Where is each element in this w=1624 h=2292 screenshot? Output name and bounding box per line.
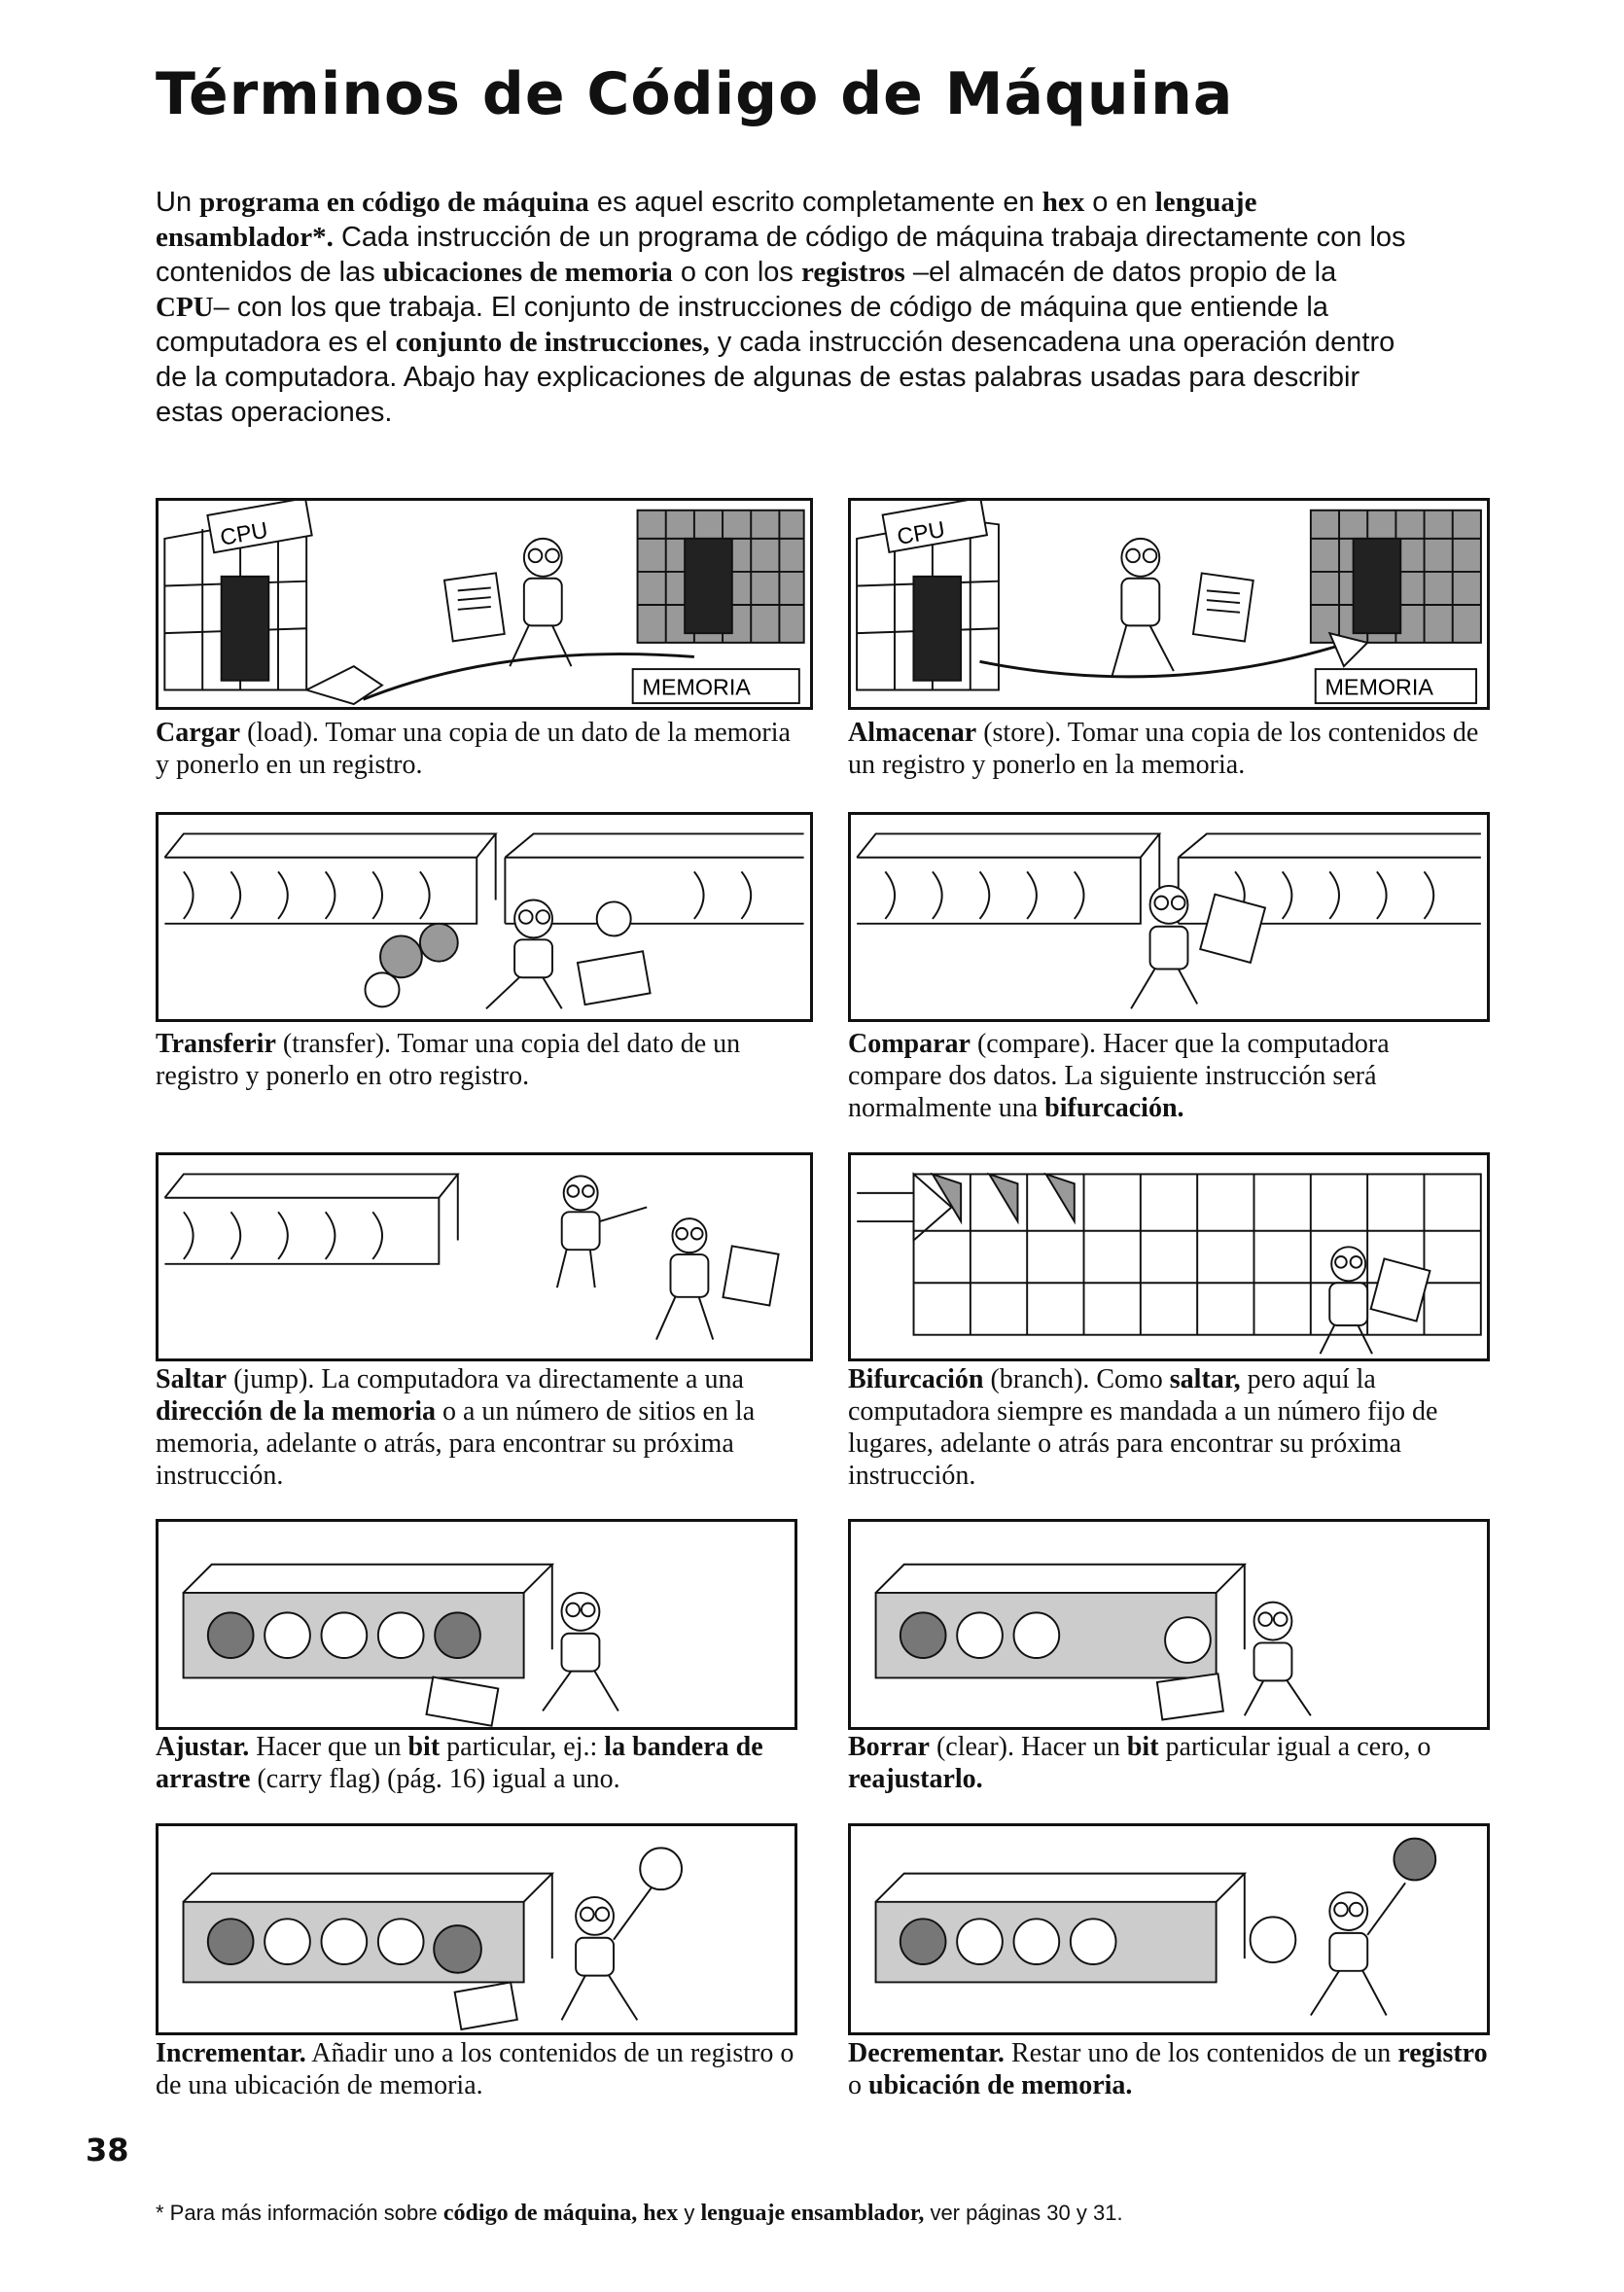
intro-paragraph xyxy=(156,185,1410,430)
illustration-transferir xyxy=(156,812,813,1022)
bold-term: Cargar xyxy=(156,718,241,748)
bold-term: Transferir xyxy=(156,1029,276,1059)
caption-cargar xyxy=(156,717,797,781)
bold-term: CPU xyxy=(156,292,214,323)
caption-bifurcacion xyxy=(848,1363,1490,1492)
text-run: y xyxy=(678,2201,701,2225)
bifurcacion-drawing xyxy=(851,1155,1487,1358)
transferir-drawing xyxy=(159,815,810,1019)
caption-decrementar xyxy=(848,2037,1490,2101)
text-run: particular igual a cero, o xyxy=(1158,1732,1431,1762)
text-run: o en xyxy=(1084,187,1155,218)
almacenar-drawing xyxy=(851,501,1487,707)
bold-term: bit xyxy=(1126,1732,1159,1762)
text-run: (transfer). Tomar una copia del dato de un registro y ponerlo en otro registro. xyxy=(156,1029,741,1091)
text-run: –el almacén de datos propio de la xyxy=(904,257,1337,288)
bold-term: reajustarlo. xyxy=(848,1764,983,1794)
text-run: o xyxy=(848,2070,868,2100)
illustration-bifurcacion xyxy=(848,1152,1490,1361)
bold-term: Incrementar. xyxy=(156,2038,306,2068)
bold-term: Borrar xyxy=(848,1732,930,1762)
ajustar-drawing xyxy=(159,1522,794,1727)
caption-almacenar xyxy=(848,717,1490,781)
text-run: * Para más información sobre xyxy=(156,2201,443,2225)
text-run: es aquel escrito completamente en xyxy=(588,187,1042,218)
text-run: ver páginas 30 y 31. xyxy=(924,2201,1123,2225)
bold-term: programa en código de máquina xyxy=(199,187,589,218)
bold-term: ubicaciones de memoria xyxy=(382,257,673,288)
text-run: (branch). Como xyxy=(983,1364,1170,1394)
illustration-decrementar xyxy=(848,1823,1490,2035)
memoria-label: MEMORIA xyxy=(1324,674,1433,700)
caption-saltar xyxy=(156,1363,797,1492)
bold-term: Almacenar xyxy=(848,718,977,748)
bold-term: Saltar xyxy=(156,1364,228,1394)
incrementar-drawing xyxy=(159,1826,794,2032)
bold-term: saltar, xyxy=(1169,1364,1241,1394)
cpu-label: CPU xyxy=(895,515,947,550)
caption-comparar xyxy=(848,1028,1490,1124)
bold-term: código de máquina, hex xyxy=(442,2201,679,2226)
footnote xyxy=(156,2201,1123,2227)
text-run: Restar uno de los contenidos de un xyxy=(1004,2038,1398,2068)
saltar-drawing xyxy=(159,1155,810,1358)
page-number: 38 xyxy=(86,2132,129,2169)
illustration-ajustar xyxy=(156,1519,797,1730)
bold-term: bifurcación. xyxy=(1044,1093,1184,1123)
text-run: (load). Tomar una copia de un dato de la memoria y ponerlo en un registro. xyxy=(156,718,791,780)
bold-term: lenguaje ensamblador*. xyxy=(156,187,1257,253)
memoria-label: MEMORIA xyxy=(642,674,751,700)
bold-term: lenguaje ensamblador, xyxy=(700,2201,925,2226)
caption-incrementar xyxy=(156,2037,797,2101)
text-run: o a un número de sitios en la memoria, adelante o atrás, para encontrar su próxima instrucción. xyxy=(156,1396,756,1491)
illustration-borrar xyxy=(848,1519,1490,1730)
decrementar-drawing xyxy=(851,1826,1487,2032)
bold-term: registros xyxy=(800,257,905,288)
text-run: Un xyxy=(156,187,200,218)
cpu-label: CPU xyxy=(218,516,270,550)
text-run: (jump). La computadora va directamente a una xyxy=(227,1364,744,1394)
text-run: Cada instrucción de un programa de código de máquina trabaja directamente con los contenidos de las xyxy=(156,222,1406,288)
bold-term: registro xyxy=(1397,2038,1488,2068)
cargar-drawing xyxy=(159,501,810,707)
text-run: – con los que trabaja. El conjunto de instrucciones de código de máquina que entiende la computadora es el xyxy=(156,292,1328,358)
text-run: (compare). Hacer que la computadora compare dos datos. La siguiente instrucción será normalmente una xyxy=(848,1029,1390,1123)
bold-term: la bandera de arrastre xyxy=(156,1732,763,1794)
bold-term: Decrementar. xyxy=(848,2038,1005,2068)
text-run: Añadir uno a los contenidos de un registro o de una ubicación de memoria. xyxy=(156,2038,794,2100)
bold-term: dirección de la memoria xyxy=(156,1396,436,1427)
bold-term: conjunto de instrucciones, xyxy=(395,327,710,358)
text-run: Hacer que un xyxy=(249,1732,408,1762)
text-run: y cada instrucción desencadena una operación dentro de la computadora. Abajo hay explicaciones de algunas de estas palabras usadas para describir estas operaciones. xyxy=(156,327,1395,428)
illustration-incrementar xyxy=(156,1823,797,2035)
text-run: (clear). Hacer un xyxy=(929,1732,1127,1762)
text-run: (carry flag) (pág. 16) igual a uno. xyxy=(250,1764,620,1794)
bold-term: bit xyxy=(407,1732,441,1762)
illustration-almacenar xyxy=(848,498,1490,710)
caption-ajustar xyxy=(156,1731,778,1795)
text-run: pero aquí la computadora siempre es mandada a un número fijo de lugares, adelante o atrás para encontrar su próxima instrucción. xyxy=(848,1364,1438,1491)
page-title: Términos de Código de Máquina xyxy=(156,60,1234,128)
text-run: particular, ej.: xyxy=(440,1732,605,1762)
illustration-saltar xyxy=(156,1152,813,1361)
illustration-comparar xyxy=(848,812,1490,1022)
bold-term: Bifurcación xyxy=(848,1364,984,1394)
text-run: o con los xyxy=(672,257,801,288)
bold-term: hex xyxy=(1041,187,1085,218)
caption-transferir xyxy=(156,1028,797,1092)
text-run: (store). Tomar una copia de los contenidos de un registro y ponerlo en la memoria. xyxy=(848,718,1479,780)
bold-term: Comparar xyxy=(848,1029,971,1059)
comparar-drawing xyxy=(851,815,1487,1019)
bold-term: ubicación de memoria. xyxy=(868,2070,1133,2100)
illustration-cargar xyxy=(156,498,813,710)
caption-borrar xyxy=(848,1731,1470,1795)
bold-term: Ajustar. xyxy=(156,1732,250,1762)
borrar-drawing xyxy=(851,1522,1487,1727)
